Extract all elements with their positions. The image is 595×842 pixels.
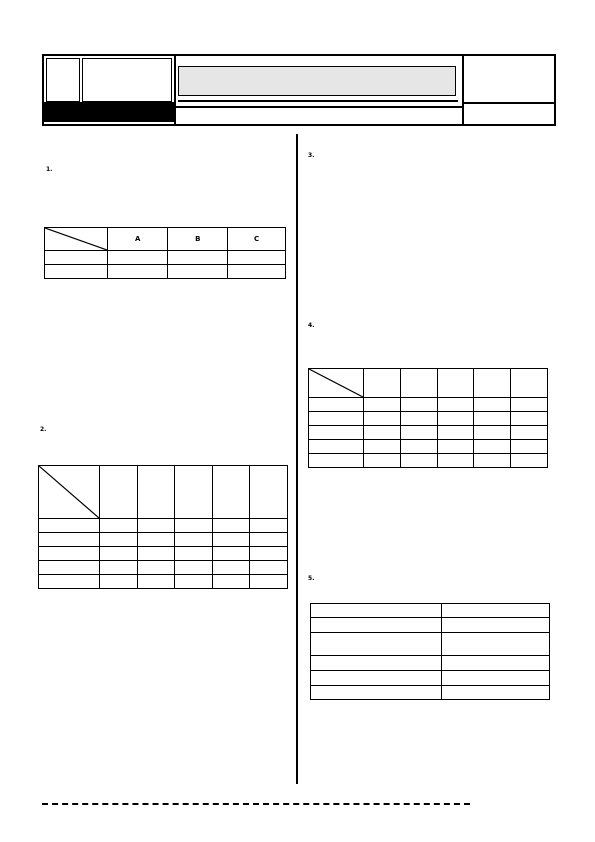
q1-table [44, 227, 286, 279]
table-row [311, 618, 550, 633]
table-row [39, 575, 288, 589]
q1-col-header: B [168, 228, 228, 251]
q4-table [308, 368, 548, 468]
q1-col-header: C [228, 228, 286, 251]
q1-col-header: A [108, 228, 168, 251]
table-row [309, 454, 548, 468]
table-row [309, 412, 548, 426]
table-row [309, 398, 548, 412]
table-row [311, 671, 550, 686]
column-divider [296, 134, 298, 784]
header-black-band [44, 102, 174, 122]
table-row [39, 547, 288, 561]
header-title-field [178, 66, 456, 96]
header-box [42, 54, 556, 126]
footer-dashed-line [42, 803, 470, 805]
q2-table [38, 465, 288, 589]
table-row [39, 561, 288, 575]
table-row [309, 440, 548, 454]
table-row [39, 519, 288, 533]
table-row [309, 426, 548, 440]
header-cell-2 [82, 58, 172, 102]
table-row [311, 656, 550, 671]
table-row [39, 533, 288, 547]
q5-table [310, 603, 550, 700]
header-cell-1 [46, 58, 80, 102]
table-row [311, 686, 550, 700]
table-row [311, 633, 550, 656]
